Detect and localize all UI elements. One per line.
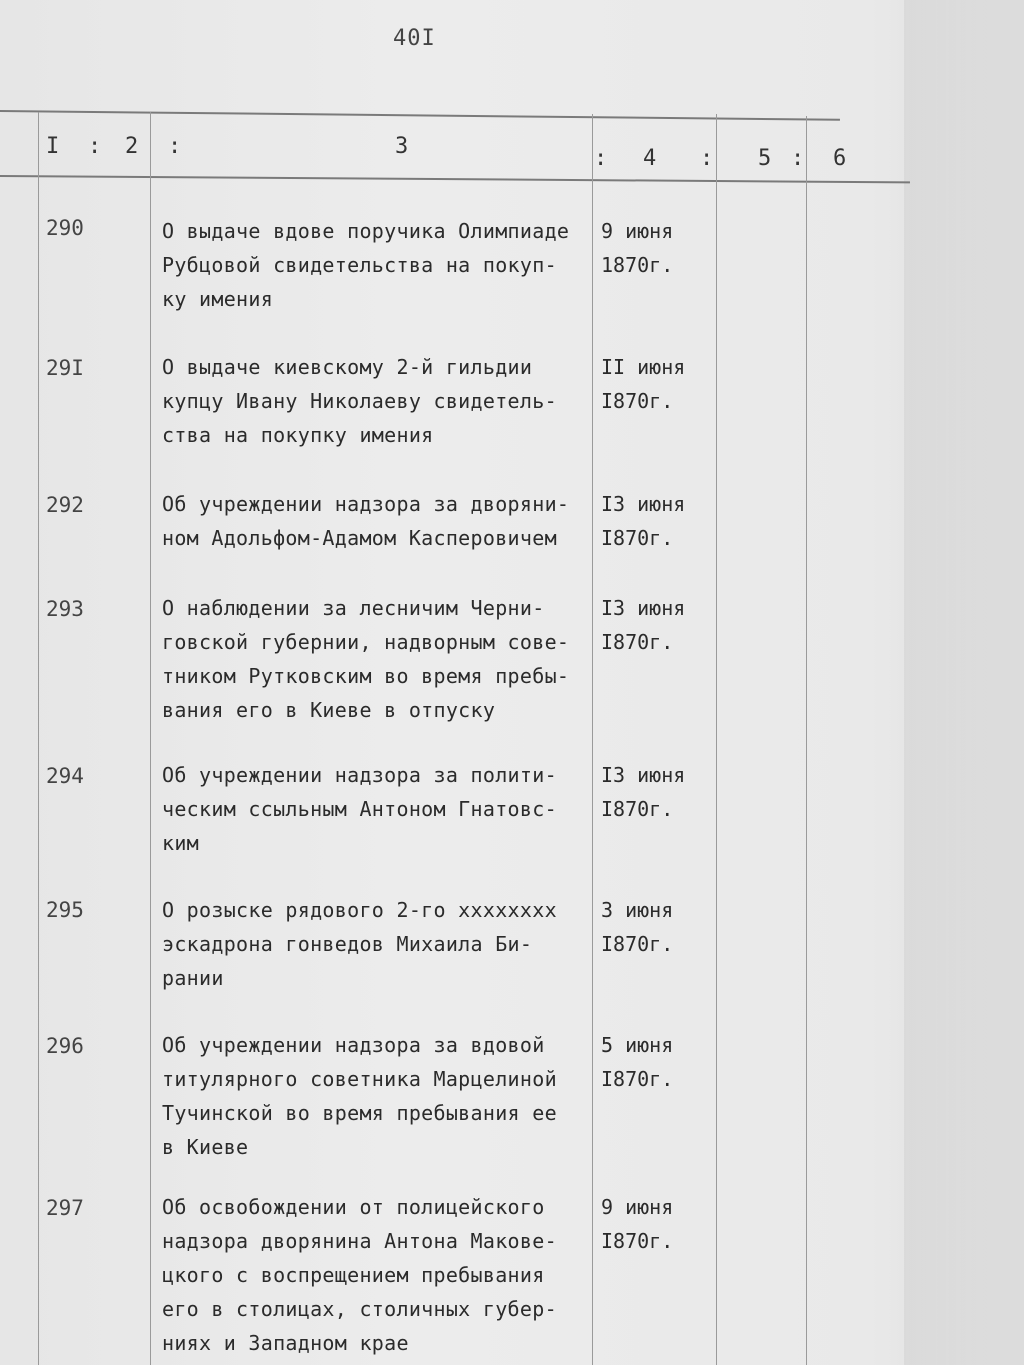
record-title: О розыске рядового 2-го xxxxxxxx эскадрона гонведов Михаила Би- рании (162, 898, 557, 990)
record-title: О выдаче вдове поручика Олимпиаде Рубцовой свидетельства на покуп- ку имения (162, 219, 570, 311)
record-date: I3 июня I870г. (601, 596, 686, 654)
record-title: Об учреждении надзора за вдовой титулярного советника Марцелиной Тучинской во время пребывания ее в Киеве (162, 1033, 557, 1159)
record-date: 5 июня I870г. (601, 1033, 674, 1091)
record-title: Об учреждении надзора за полити- ческим ссыльным Антоном Гнатовс- ким (162, 763, 557, 855)
record-date: I3 июня I870г. (601, 763, 686, 821)
record-title: О выдаче киевскому 2-й гильдии купцу Ивану Николаеву свидетель- ства на покупку имения (162, 355, 557, 447)
record-number: 293 (46, 597, 84, 621)
record-number: 29I (46, 356, 84, 380)
header-sep: : (88, 134, 102, 159)
record-number: 294 (46, 764, 84, 788)
header-sep: : (700, 146, 714, 171)
header-top-rule (0, 110, 840, 121)
header-col-1: I (46, 134, 60, 159)
record-date: II июня I870г. (601, 355, 686, 413)
record-number: 292 (46, 493, 84, 517)
header-sep: : (594, 146, 608, 171)
header-col-6: 6 (833, 146, 847, 171)
header-sep: : (168, 134, 182, 159)
column-divider (150, 112, 151, 1365)
record-number: 296 (46, 1034, 84, 1058)
record-number: 297 (46, 1196, 84, 1220)
header-bottom-rule (0, 175, 910, 183)
header-col-3: 3 (395, 134, 409, 159)
header-col-2: 2 (125, 134, 139, 159)
record-title: Об учреждении надзора за дворяни- ном Адольфом-Адамом Касперовичем (162, 492, 570, 550)
record-date: 3 июня I870г. (601, 898, 674, 956)
column-divider (38, 112, 39, 1365)
page-edge-shadow (904, 0, 1024, 1365)
page-number: 40I (393, 26, 436, 51)
record-date: 9 июня 1870г. (601, 219, 674, 277)
record-number: 295 (46, 898, 84, 922)
record-title: О наблюдении за лесничим Черни- говской губернии, надворным сове- тником Рутковским во время пребы- вания его в Киеве в отпуску (162, 596, 570, 722)
record-title: Об освобождении от полицейского надзора дворянина Антона Макове- цкого с воспрещением пребывания его в столицах, столичных губер- ниях и Западном крае (162, 1195, 557, 1355)
header-sep: : (791, 146, 805, 171)
column-divider (806, 116, 807, 1365)
record-number: 290 (46, 216, 84, 240)
header-col-4: 4 (643, 146, 657, 171)
column-divider (716, 114, 717, 1365)
record-date: 9 июня I870г. (601, 1195, 674, 1253)
header-col-5: 5 (758, 146, 772, 171)
record-date: I3 июня I870г. (601, 492, 686, 550)
